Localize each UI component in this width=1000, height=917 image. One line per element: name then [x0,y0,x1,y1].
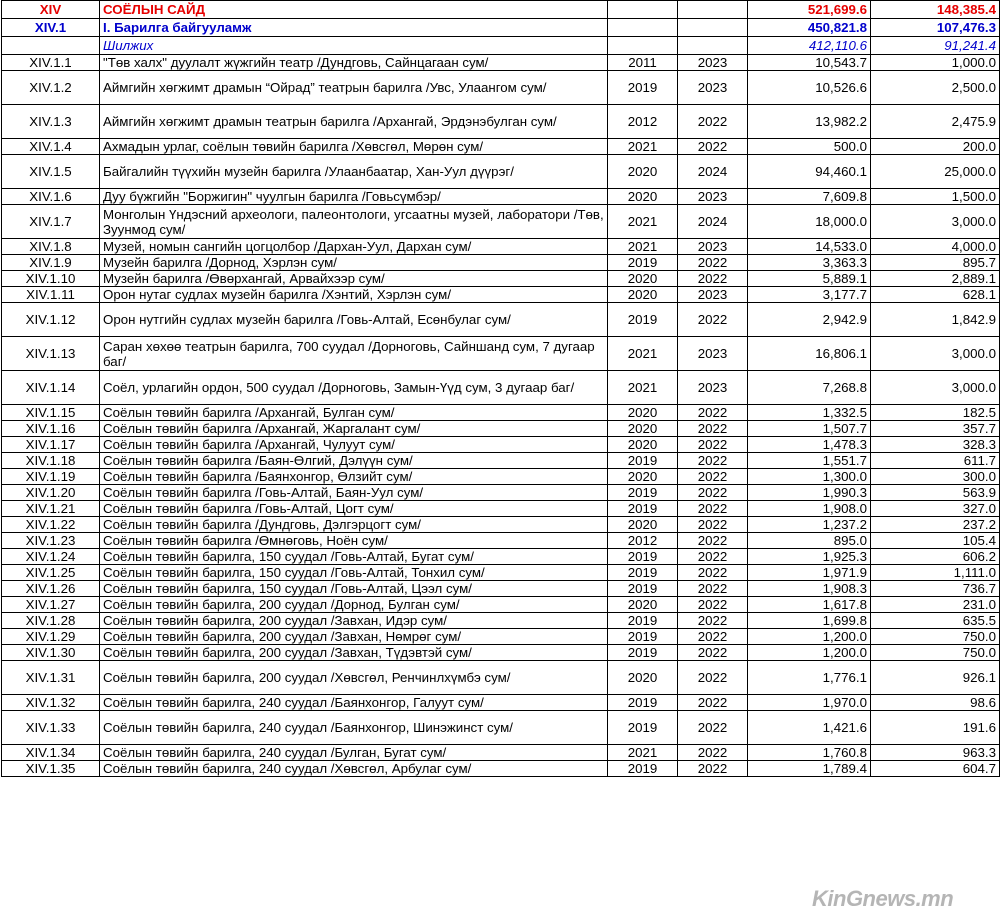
row-code: XIV.1.32 [2,695,100,711]
header-row [2,37,1000,55]
row-total-cost: 1,789.4 [748,761,871,777]
row-total-cost: 450,821.8 [748,19,871,37]
row-code: XIV.1.5 [2,155,100,189]
row-amount: 750.0 [871,629,1000,645]
row-start-year: 2020 [608,661,678,695]
row-name: Соёлын төвийн барилга /Баянхонгор, Өлзийт сум/ [100,469,608,485]
table-row [2,453,1000,469]
header-row [2,1,1000,19]
row-code: XIV.1.27 [2,597,100,613]
row-end-year: 2023 [678,55,748,71]
row-amount: 895.7 [871,255,1000,271]
row-total-cost: 1,990.3 [748,485,871,501]
row-start-year: 2020 [608,517,678,533]
row-name: Аймгийн хөгжимт драмын “Ойрад” театрын барилга /Увс, Улаангом сум/ [100,71,608,105]
row-total-cost: 1,908.3 [748,581,871,597]
table-row [2,645,1000,661]
row-code: XIV.1.12 [2,303,100,337]
row-total-cost: 10,543.7 [748,55,871,71]
row-amount: 237.2 [871,517,1000,533]
table-row [2,469,1000,485]
row-start-year: 2021 [608,337,678,371]
row-code: XIV.1.35 [2,761,100,777]
row-total-cost: 3,177.7 [748,287,871,303]
table-row [2,613,1000,629]
row-start-year: 2019 [608,581,678,597]
row-total-cost: 16,806.1 [748,337,871,371]
row-end-year: 2023 [678,287,748,303]
table-row [2,629,1000,645]
row-code: XIV.1.20 [2,485,100,501]
row-code: XIV.1.34 [2,745,100,761]
row-total-cost: 1,237.2 [748,517,871,533]
row-name: Соёлын төвийн барилга /Говь-Алтай, Цогт сум/ [100,501,608,517]
row-amount: 628.1 [871,287,1000,303]
row-amount: 635.5 [871,613,1000,629]
row-name: Соёлын төвийн барилга, 200 суудал /Хөвсгөл, Ренчинлхүмбэ сум/ [100,661,608,695]
row-name: Аймгийн хөгжимт драмын театрын барилга /Архангай, Эрдэнэбулган сум/ [100,105,608,139]
table-row [2,287,1000,303]
table-row [2,533,1000,549]
row-amount: 926.1 [871,661,1000,695]
row-code: XIV.1.7 [2,205,100,239]
row-amount: 182.5 [871,405,1000,421]
row-name: Соёлын төвийн барилга /Архангай, Булган сум/ [100,405,608,421]
row-code: XIV.1.14 [2,371,100,405]
row-start-year: 2020 [608,405,678,421]
table-row [2,337,1000,371]
row-start-year: 2019 [608,303,678,337]
table-row [2,661,1000,695]
table-row [2,437,1000,453]
row-start-year: 2019 [608,485,678,501]
row-end-year: 2023 [678,337,748,371]
row-code: XIV.1.4 [2,139,100,155]
row-name: Соёлын төвийн барилга /Өмнөговь, Ноён сум/ [100,533,608,549]
row-amount: 963.3 [871,745,1000,761]
row-name: Соёлын төвийн барилга, 150 суудал /Говь-Алтай, Тонхил сум/ [100,565,608,581]
row-end-year [678,37,748,55]
row-end-year: 2022 [678,581,748,597]
row-code: XIV.1.29 [2,629,100,645]
row-code: XIV.1.2 [2,71,100,105]
row-start-year: 2020 [608,189,678,205]
row-amount: 3,000.0 [871,371,1000,405]
row-code: XIV.1.3 [2,105,100,139]
row-amount: 750.0 [871,645,1000,661]
row-total-cost: 1,421.6 [748,711,871,745]
row-name: Монголын Үндэсний археологи, палеонтологи, угсаатны музей, лаборатори /Төв, Зуунмод сум/ [100,205,608,239]
table-row [2,105,1000,139]
row-code: XIV.1.17 [2,437,100,453]
row-start-year: 2012 [608,105,678,139]
row-code: XIV.1.8 [2,239,100,255]
row-end-year: 2022 [678,597,748,613]
table-row [2,565,1000,581]
row-name: Соёлын төвийн барилга /Говь-Алтай, Баян-Уул сум/ [100,485,608,501]
row-code: XIV.1.15 [2,405,100,421]
row-end-year: 2022 [678,139,748,155]
row-end-year: 2023 [678,71,748,105]
table-row [2,501,1000,517]
row-name: Музей, номын сангийн цогцолбор /Дархан-Уул, Дархан сум/ [100,239,608,255]
row-start-year: 2020 [608,437,678,453]
row-end-year: 2022 [678,761,748,777]
row-total-cost: 1,200.0 [748,629,871,645]
row-end-year [678,1,748,19]
table-row [2,189,1000,205]
row-end-year: 2022 [678,565,748,581]
row-amount: 2,500.0 [871,71,1000,105]
table-row [2,71,1000,105]
row-start-year: 2019 [608,711,678,745]
row-amount: 328.3 [871,437,1000,453]
row-name: Байгалийн түүхийн музейн барилга /Улаанбаатар, Хан-Уул дүүрэг/ [100,155,608,189]
row-end-year: 2022 [678,405,748,421]
row-code: XIV.1 [2,19,100,37]
row-code: XIV.1.16 [2,421,100,437]
row-name: Дуу бүжгийн "Боржигин" чуулгын барилга /Говьсүмбэр/ [100,189,608,205]
row-total-cost: 10,526.6 [748,71,871,105]
row-total-cost: 2,942.9 [748,303,871,337]
row-start-year: 2019 [608,695,678,711]
row-start-year: 2021 [608,745,678,761]
row-name: Соёлын төвийн барилга, 200 суудал /Завхан, Идэр сум/ [100,613,608,629]
row-start-year: 2020 [608,469,678,485]
row-total-cost: 895.0 [748,533,871,549]
row-start-year [608,1,678,19]
table-row [2,711,1000,745]
row-start-year: 2019 [608,645,678,661]
row-code: XIV.1.21 [2,501,100,517]
row-end-year: 2022 [678,485,748,501]
row-name: Орон нутаг судлах музейн барилга /Хэнтий, Хэрлэн сум/ [100,287,608,303]
row-end-year: 2022 [678,629,748,645]
row-start-year [608,19,678,37]
row-amount: 563.9 [871,485,1000,501]
row-amount: 1,842.9 [871,303,1000,337]
row-end-year: 2022 [678,661,748,695]
row-name: Соёлын төвийн барилга /Дундговь, Дэлгэрцогт сум/ [100,517,608,533]
row-total-cost: 1,760.8 [748,745,871,761]
row-code: XIV.1.1 [2,55,100,71]
row-code: XIV.1.19 [2,469,100,485]
row-start-year: 2019 [608,613,678,629]
row-end-year: 2022 [678,437,748,453]
row-end-year: 2022 [678,501,748,517]
row-code: XIV.1.28 [2,613,100,629]
row-start-year: 2012 [608,533,678,549]
row-end-year: 2022 [678,645,748,661]
row-code: XIV.1.18 [2,453,100,469]
row-amount: 107,476.3 [871,19,1000,37]
row-total-cost: 1,551.7 [748,453,871,469]
row-total-cost: 521,699.6 [748,1,871,19]
row-code: XIV.1.9 [2,255,100,271]
row-amount: 148,385.4 [871,1,1000,19]
row-name: Соёлын төвийн барилга, 200 суудал /Завхан, Нөмрөг сум/ [100,629,608,645]
row-name: Орон нутгийн судлах музейн барилга /Говь-Алтай, Есөнбулаг сум/ [100,303,608,337]
row-end-year [678,19,748,37]
row-start-year: 2019 [608,629,678,645]
row-total-cost: 1,970.0 [748,695,871,711]
row-end-year: 2022 [678,517,748,533]
row-name: "Төв халх" дуулалт жүжгийн театр /Дундговь, Сайнцагаан сум/ [100,55,608,71]
row-total-cost: 1,507.7 [748,421,871,437]
row-start-year: 2019 [608,453,678,469]
row-start-year [608,37,678,55]
row-end-year: 2022 [678,745,748,761]
row-start-year: 2019 [608,761,678,777]
row-code: XIV.1.24 [2,549,100,565]
table-row [2,485,1000,501]
table-row [2,371,1000,405]
row-amount: 3,000.0 [871,205,1000,239]
row-end-year: 2022 [678,613,748,629]
row-name: Шилжих [100,37,608,55]
watermark-logo [812,886,992,914]
row-total-cost: 1,332.5 [748,405,871,421]
row-amount: 1,500.0 [871,189,1000,205]
row-total-cost: 1,776.1 [748,661,871,695]
row-end-year: 2022 [678,105,748,139]
row-amount: 1,111.0 [871,565,1000,581]
row-total-cost: 18,000.0 [748,205,871,239]
row-total-cost: 1,300.0 [748,469,871,485]
row-amount: 606.2 [871,549,1000,565]
table-row [2,761,1000,777]
row-name: Соёлын төвийн барилга, 150 суудал /Говь-Алтай, Цээл сум/ [100,581,608,597]
row-total-cost: 1,617.8 [748,597,871,613]
row-amount: 2,889.1 [871,271,1000,287]
table-row [2,239,1000,255]
row-end-year: 2022 [678,453,748,469]
row-end-year: 2023 [678,239,748,255]
row-code: XIV.1.23 [2,533,100,549]
table-row [2,155,1000,189]
row-code: XIV.1.26 [2,581,100,597]
row-name: Соёлын төвийн барилга /Архангай, Жаргалант сум/ [100,421,608,437]
row-end-year: 2023 [678,371,748,405]
row-name: Соёл, урлагийн ордон, 500 суудал /Дорноговь, Замын-Үүд сум, 3 дугаар баг/ [100,371,608,405]
row-total-cost: 13,982.2 [748,105,871,139]
row-name: СОЁЛЫН САЙД [100,1,608,19]
table-row [2,695,1000,711]
table-row [2,549,1000,565]
row-end-year: 2022 [678,255,748,271]
table-row [2,421,1000,437]
table-row [2,55,1000,71]
table-body [2,1,1000,777]
table-row [2,303,1000,337]
row-code: XIV.1.33 [2,711,100,745]
row-start-year: 2021 [608,139,678,155]
row-name: I. Барилга байгууламж [100,19,608,37]
row-total-cost: 7,609.8 [748,189,871,205]
row-amount: 25,000.0 [871,155,1000,189]
row-code: XIV.1.10 [2,271,100,287]
table-row [2,597,1000,613]
row-total-cost: 412,110.6 [748,37,871,55]
row-total-cost: 1,971.9 [748,565,871,581]
budget-table [1,0,1000,777]
row-start-year: 2020 [608,271,678,287]
row-end-year: 2022 [678,695,748,711]
row-start-year: 2020 [608,155,678,189]
row-amount: 611.7 [871,453,1000,469]
row-start-year: 2011 [608,55,678,71]
row-code: XIV.1.25 [2,565,100,581]
row-end-year: 2022 [678,469,748,485]
row-amount: 327.0 [871,501,1000,517]
row-start-year: 2019 [608,255,678,271]
row-code: XIV.1.11 [2,287,100,303]
row-name: Соёлын төвийн барилга /Баян-Өлгий, Дэлүүн сум/ [100,453,608,469]
table-row [2,271,1000,287]
row-end-year: 2022 [678,421,748,437]
row-amount: 191.6 [871,711,1000,745]
row-amount: 3,000.0 [871,337,1000,371]
row-amount: 98.6 [871,695,1000,711]
table-row [2,139,1000,155]
row-start-year: 2021 [608,205,678,239]
row-amount: 736.7 [871,581,1000,597]
row-total-cost: 3,363.3 [748,255,871,271]
row-amount: 604.7 [871,761,1000,777]
row-end-year: 2022 [678,711,748,745]
row-total-cost: 94,460.1 [748,155,871,189]
row-total-cost: 500.0 [748,139,871,155]
row-amount: 91,241.4 [871,37,1000,55]
row-start-year: 2019 [608,565,678,581]
row-start-year: 2019 [608,501,678,517]
row-name: Соёлын төвийн барилга /Архангай, Чулуут сум/ [100,437,608,453]
row-name: Соёлын төвийн барилга, 240 суудал /Хөвсгөл, Арбулаг сум/ [100,761,608,777]
row-name: Ахмадын урлаг, соёлын төвийн барилга /Хөвсгөл, Мөрөн сум/ [100,139,608,155]
table-row [2,517,1000,533]
row-start-year: 2019 [608,71,678,105]
row-code: XIV.1.22 [2,517,100,533]
table-row [2,255,1000,271]
row-end-year: 2022 [678,303,748,337]
row-end-year: 2022 [678,533,748,549]
table-row [2,745,1000,761]
table-row [2,581,1000,597]
row-name: Соёлын төвийн барилга, 240 суудал /Баянхонгор, Шинэжинст сум/ [100,711,608,745]
row-end-year: 2022 [678,271,748,287]
row-amount: 300.0 [871,469,1000,485]
row-total-cost: 7,268.8 [748,371,871,405]
row-amount: 1,000.0 [871,55,1000,71]
row-code [2,37,100,55]
row-total-cost: 1,908.0 [748,501,871,517]
row-total-cost: 1,925.3 [748,549,871,565]
row-name: Музейн барилга /Дорнод, Хэрлэн сум/ [100,255,608,271]
row-end-year: 2022 [678,549,748,565]
table-row [2,205,1000,239]
row-code: XIV.1.31 [2,661,100,695]
row-name: Саран хөхөө театрын барилга, 700 суудал /Дорноговь, Сайншанд сум, 7 дугаар баг/ [100,337,608,371]
row-code: XIV.1.6 [2,189,100,205]
header-row [2,19,1000,37]
row-amount: 105.4 [871,533,1000,549]
row-start-year: 2020 [608,421,678,437]
row-end-year: 2023 [678,189,748,205]
row-start-year: 2019 [608,549,678,565]
row-total-cost: 1,699.8 [748,613,871,629]
row-total-cost: 1,478.3 [748,437,871,453]
row-name: Соёлын төвийн барилга, 200 суудал /Завхан, Түдэвтэй сум/ [100,645,608,661]
row-end-year: 2024 [678,155,748,189]
row-total-cost: 5,889.1 [748,271,871,287]
row-code: XIV [2,1,100,19]
row-start-year: 2021 [608,371,678,405]
row-name: Соёлын төвийн барилга, 200 суудал /Дорнод, Булган сум/ [100,597,608,613]
row-amount: 4,000.0 [871,239,1000,255]
row-amount: 357.7 [871,421,1000,437]
row-amount: 200.0 [871,139,1000,155]
row-code: XIV.1.30 [2,645,100,661]
row-name: Соёлын төвийн барилга, 240 суудал /Баянхонгор, Галуут сум/ [100,695,608,711]
table-row [2,405,1000,421]
row-start-year: 2021 [608,239,678,255]
row-name: Музейн барилга /Өвөрхангай, Арвайхээр сум/ [100,271,608,287]
row-code: XIV.1.13 [2,337,100,371]
row-total-cost: 1,200.0 [748,645,871,661]
row-total-cost: 14,533.0 [748,239,871,255]
row-name: Соёлын төвийн барилга, 150 суудал /Говь-Алтай, Бугат сум/ [100,549,608,565]
row-amount: 231.0 [871,597,1000,613]
row-amount: 2,475.9 [871,105,1000,139]
watermark-text: KinGnews.mn [812,886,954,911]
row-name: Соёлын төвийн барилга, 240 суудал /Булган, Бугат сум/ [100,745,608,761]
row-start-year: 2020 [608,597,678,613]
row-end-year: 2024 [678,205,748,239]
row-start-year: 2020 [608,287,678,303]
